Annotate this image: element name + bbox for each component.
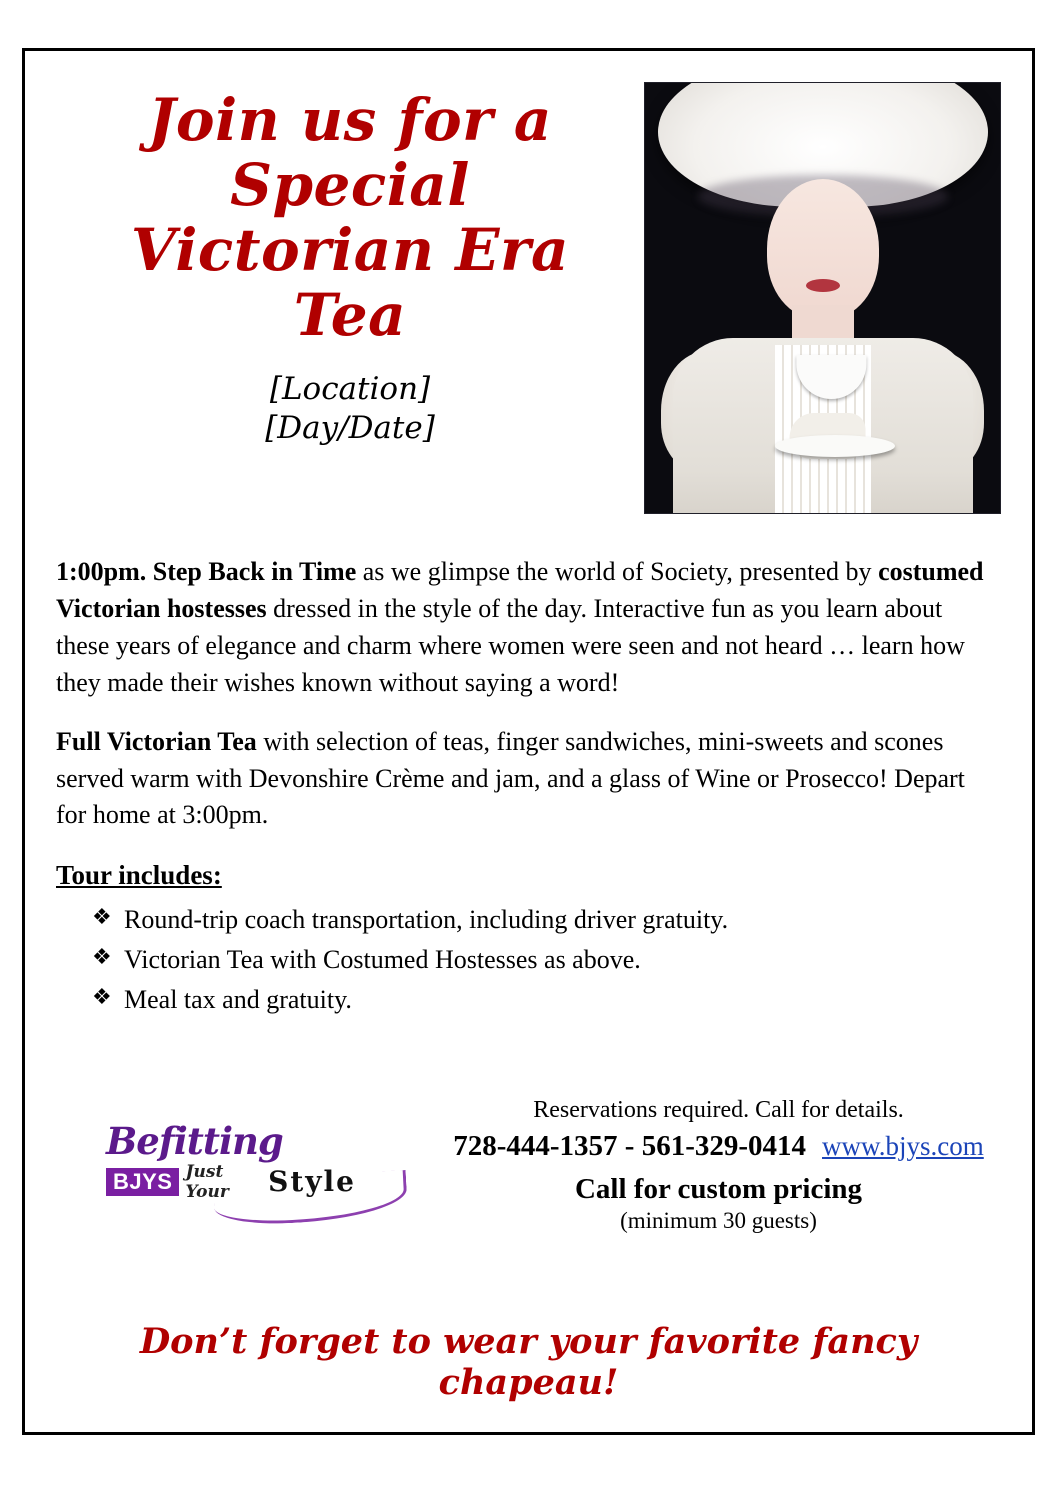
closing-message: Don’t forget to wear your favorite fancy chapeau! <box>139 1320 918 1403</box>
title-line-1: Join us for a <box>147 86 552 154</box>
paragraph-1-tail: dressed in the style of the day. Interactive fun as you learn about these years of elegance and charm where women were seen and not heard … learn how they made their wishes known without saying a word! <box>56 593 965 697</box>
title-line-4: Tea <box>293 280 407 349</box>
paragraph-2-mid: with selection of teas, finger sandwiches, mini-sweets and scones served warm with Devonshire Crème and jam, and a glass of Wine or Prosecco! Depart for home at 3:00pm. <box>56 726 965 830</box>
tour-includes-list <box>92 901 1001 1019</box>
logo-style-word: Style <box>268 1165 356 1199</box>
paragraph-1-lead: 1:00pm. Step Back in Time <box>56 557 357 586</box>
contact-section <box>56 1097 1001 1267</box>
title-line-3: Victorian Era <box>130 215 570 284</box>
tour-includes-heading: Tour includes: <box>56 860 222 891</box>
saucer-shape <box>775 435 895 457</box>
paragraph-2-lead: Full Victorian Tea <box>56 726 257 756</box>
list-item <box>92 981 1001 1019</box>
logo-swirl-icon <box>213 1170 408 1227</box>
contact-details <box>446 1097 991 1234</box>
paragraph-full-victorian-tea <box>56 724 1001 835</box>
reservations-note: Reservations required. Call for details. <box>533 1096 904 1123</box>
body-copy <box>56 554 1001 1019</box>
victorian-lady-photo <box>644 82 1001 514</box>
tour-item-text: Round-trip coach transportation, including driver gratuity. <box>124 904 729 934</box>
tour-item-text: Meal tax and gratuity. <box>124 984 352 1014</box>
flyer-header <box>56 78 1001 514</box>
befitting-just-your-style-logo <box>106 1118 356 1223</box>
phone-numbers: 728-444-1357 - 561-329-0414 <box>453 1129 807 1162</box>
lips-shape <box>806 279 840 292</box>
logo-tagline: Just Your <box>185 1161 229 1202</box>
paragraph-step-back-in-time <box>56 554 1001 702</box>
custom-pricing-text: Call for custom pricing <box>574 1172 863 1205</box>
diamond-bullet-icon: ❖ <box>92 943 112 969</box>
page-title <box>56 88 644 348</box>
diamond-bullet-icon: ❖ <box>92 903 112 929</box>
phone-and-website-row <box>446 1130 991 1163</box>
flyer-content <box>34 60 1023 1423</box>
title-line-2: Special <box>230 150 470 219</box>
minimum-guests-note: (minimum 30 guests) <box>620 1207 817 1233</box>
paragraph-1-mid: as we glimpse the world of Society, presented by <box>356 557 879 586</box>
list-item <box>92 901 1001 939</box>
tour-item-text: Victorian Tea with Costumed Hostesses as above. <box>124 944 641 974</box>
website-link[interactable]: www.bjys.com <box>822 1130 984 1161</box>
logo-name: Befitting <box>106 1118 283 1163</box>
date-placeholder: [Day/Date] <box>265 409 435 446</box>
event-details-placeholders <box>56 370 644 448</box>
paragraph-1-bold2: costumed Victorian hostesses <box>56 557 984 623</box>
logo-abbrev: BJYS <box>106 1168 179 1196</box>
face-shape <box>767 179 879 319</box>
title-block <box>56 78 644 447</box>
location-placeholder: [Location] <box>269 370 431 407</box>
list-item <box>92 941 1001 979</box>
diamond-bullet-icon: ❖ <box>92 983 112 1009</box>
